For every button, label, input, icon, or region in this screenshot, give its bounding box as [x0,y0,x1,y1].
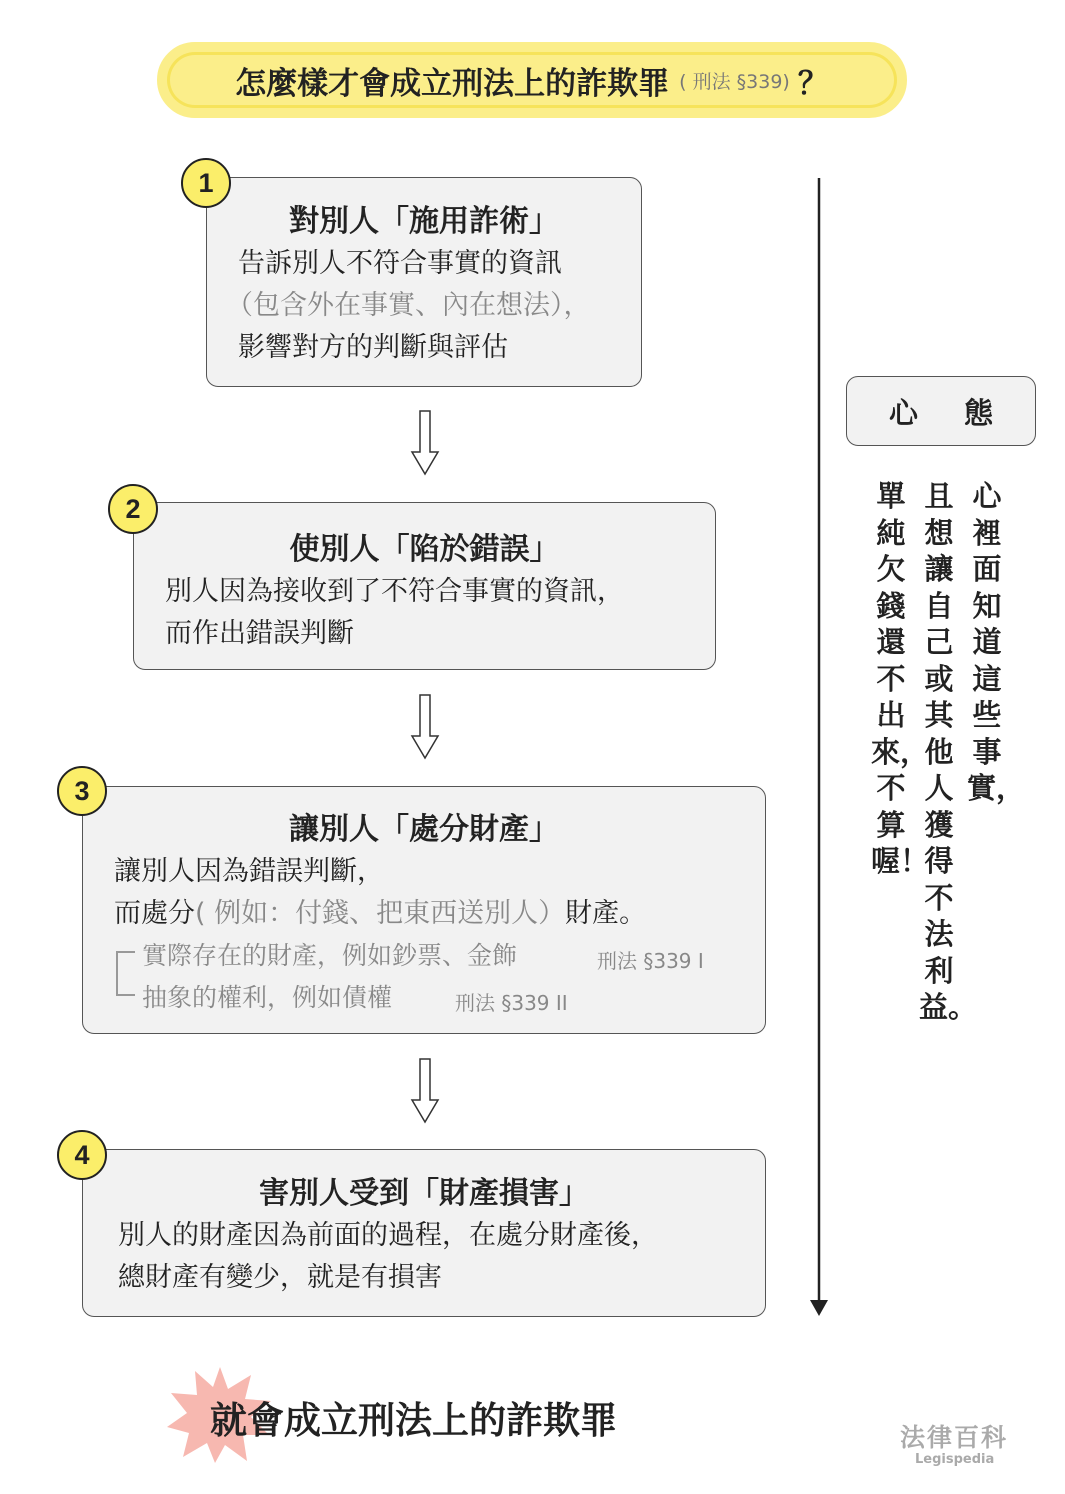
step-3-sub-item-1-ref: 刑法 §339 I [597,949,704,973]
step-2-badge: 2 [108,484,158,534]
step-3-line-1: 讓別人因為錯誤判斷， [114,856,384,887]
down-arrow-icon [410,694,440,760]
mindset-label: 心 態 [846,376,1036,446]
step-2-line-2: 而作出錯誤判斷 [165,618,354,649]
title-banner [157,42,907,118]
timeline-arrow-icon [809,178,829,1318]
step-1-line-1: 告訴別人不符合事實的資訊 [238,248,562,279]
title-question-mark: ？ [797,65,829,102]
step-2-title: 使別人「陷於錯誤」 [289,532,560,567]
title-law-reference: ( 刑法 §339) [679,70,790,93]
step-4-line-1: 別人的財產因為前面的過程，在處分財產後， [118,1220,658,1251]
title-text: 怎麼樣才會成立刑法上的詐欺罪 [235,65,670,102]
step-3-title: 讓別人「處分財產」 [289,812,559,847]
step-1-badge: 1 [181,158,231,208]
step-3-line-2-start: 而處分 [114,898,195,929]
step-2-line-1: 別人因為接收到了不符合事實的資訊， [165,576,624,607]
step-1-title: 對別人「施用詐術」 [289,204,559,239]
conclusion-text: 就會成立刑法上的詐欺罪 [210,1399,617,1442]
down-arrow-icon [410,1058,440,1124]
logo-subtext: Legispedia [915,1452,995,1467]
step-4-badge: 4 [57,1130,107,1180]
step-1-line-2: （包含外在事實、內在想法）， [226,290,591,321]
logo-text: 法律百科 [900,1423,1009,1452]
mindset-column-3: 單純欠錢還不出來，不算喔！ [871,479,930,878]
step-3-badge: 3 [57,766,107,816]
step-3-sub-item-2-ref: 刑法 §339 II [455,991,568,1015]
step-3-sub-item-1: 實際存在的財產，例如鈔票、金飾 [142,941,518,970]
step-4-title: 害別人受到「財產損害」 [259,1176,589,1211]
mindset-column-1: 心裡面知道這些事實， [967,479,1026,805]
step-4-line-2: 總財產有變少，就是有損害 [118,1262,442,1293]
step-1-line-3: 影響對方的判斷與評估 [238,332,508,363]
step-3-sub-item-2: 抽象的權利，例如債權 [142,983,393,1012]
step-3-example: ( 例如：付錢、把東西送別人） [195,898,566,929]
down-arrow-icon [410,410,440,476]
step-3-line-2-end: 財產。 [565,898,647,929]
mindset-column-2: 且想讓自己或其他人獲得不法利益。 [919,479,978,1024]
step-3-line-2 [114,892,646,936]
bracket-icon [107,944,137,1002]
